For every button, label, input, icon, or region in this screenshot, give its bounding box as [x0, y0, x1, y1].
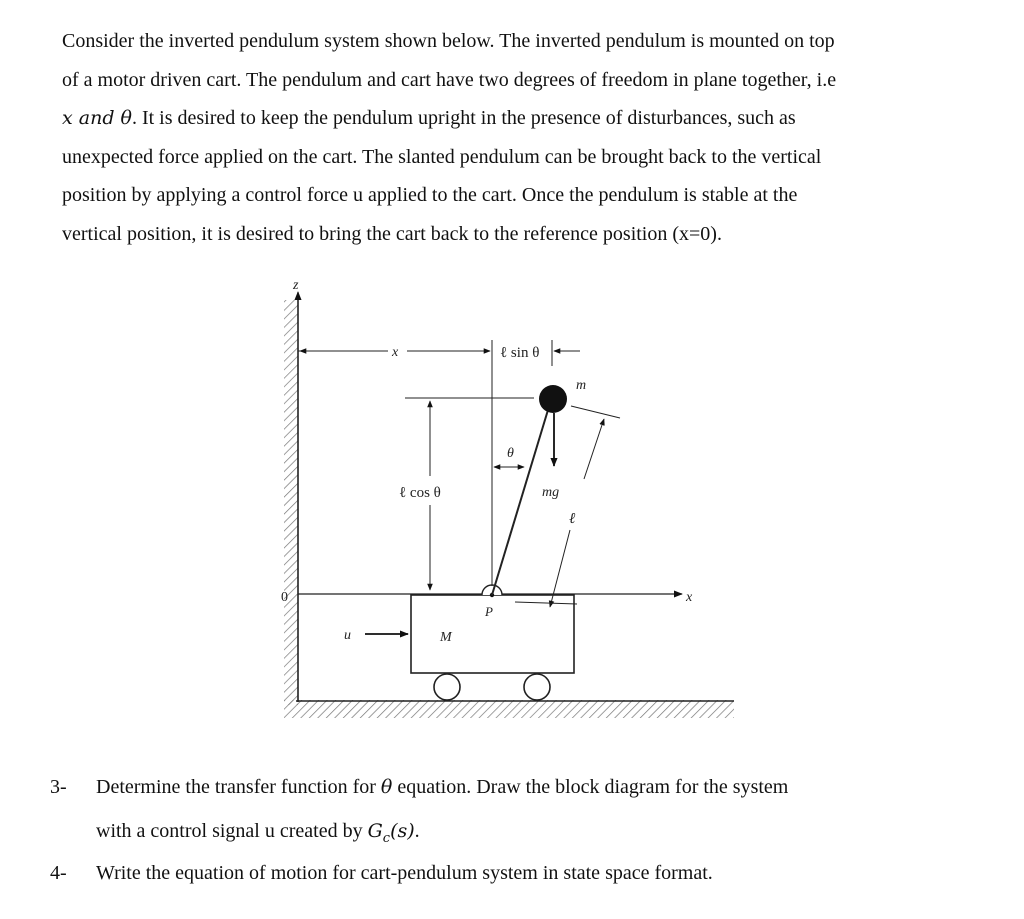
z-label: z	[293, 278, 299, 293]
intro-line-5: position by applying a control force u applied to the cart. Once the pendulum is stable at the	[62, 184, 798, 206]
right-wheel	[524, 674, 550, 700]
origin-label: 0	[281, 590, 288, 605]
question-4-text: Write the equation of motion for cart-pendulum system in state space format.	[96, 862, 713, 884]
intro-line-1: Consider the inverted pendulum system shown below. The inverted pendulum is mounted on top	[62, 30, 835, 52]
q3-line1-a: Determine the transfer function for	[96, 776, 381, 798]
intro-line-3-text: . It is desired to keep the pendulum upright in the presence of disturbances, such as	[131, 107, 796, 129]
pivot-label: P	[485, 604, 493, 619]
intro-math-x-theta: x and θ	[62, 107, 132, 129]
cart-mass-label: M	[440, 630, 452, 645]
intro-line-4: unexpected force applied on the cart. The slanted pendulum can be brought back to the vertical	[62, 145, 822, 168]
q3-line2-a: with a control signal u created by	[96, 820, 368, 842]
q3-line1-b: equation. Draw the block diagram for the system	[392, 776, 789, 798]
q3-gc-arg: (s)	[390, 820, 415, 842]
question-4-number: 4-	[50, 862, 67, 884]
pendulum-mass	[539, 385, 567, 413]
left-wheel	[434, 674, 460, 700]
q3-theta: θ	[380, 776, 393, 798]
question-3-line-1	[96, 774, 788, 800]
ell-arrow-up	[584, 419, 604, 479]
q3-gc-sub: c	[382, 831, 391, 846]
u-label: u	[344, 628, 351, 643]
wall-hatch	[284, 300, 298, 705]
q3-line2-b: .	[414, 820, 420, 842]
q3-gc: G	[367, 820, 383, 842]
question-3-line-2	[96, 818, 420, 852]
lsin-label: ℓ sin θ	[500, 345, 540, 361]
x-dim-label: x	[392, 345, 399, 360]
theta-label: θ	[507, 446, 514, 461]
ground-hatch	[284, 700, 734, 718]
ell-label: ℓ	[569, 511, 576, 527]
x-axis-label: x	[686, 590, 693, 605]
mg-label: mg	[542, 485, 560, 500]
intro-line-2: of a motor driven cart. The pendulum and cart have two degrees of freedom in plane together, i.e	[62, 68, 837, 91]
lcos-label: ℓ cos θ	[399, 485, 441, 501]
ell-tick-top	[571, 406, 620, 418]
intro-line-6: vertical position, it is desired to bring the cart back to the reference position (x=0).	[62, 222, 722, 245]
question-3-number: 3-	[50, 776, 67, 798]
mass-label: m	[576, 378, 587, 393]
